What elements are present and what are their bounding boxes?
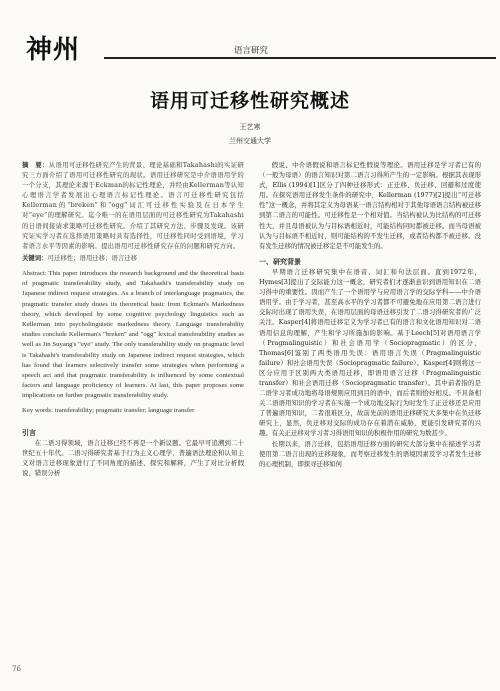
body-paragraph-1: 假说、中介语假说和语言标记性假说等理论。语用迁移是学习者已有的（一般为母语）的语言知识对第二语言习得所产生的一定影响。根据其表现形式，Ellis (1994)[1]区分了四种迁移形式：正迁移、负迁移、回避和过度使用。在探究语用迁移发生条件的研究中，Kellerman (1977)[2]提出“可迁移性”这一概念，并将其定义为母语某一语言结构相对于其他母语语言结构被迁移到第二语言的可能性。可迁移性是一个相对值。当结构被认为比结构的可迁移性大，并且母语被认为与目标语相近时，可能结构同时都被迁移。而当母语被认为与目标语不相近时，则可能结构的不发生迁移，或者结构都不被迁移。没有发生迁移的情况被迁移定是不可能发生的。 [259,161,481,250]
keywords-cn [22,253,244,263]
right-column [259,160,481,469]
article-title: 语用可迁移性研究概述 [149,90,350,112]
header-rule [104,57,496,59]
abstract-en: Abstract: This paper introduces the research background and the theoretical basis of pragmatic transferability study, and Takahashi's transferability study on Japanese indirect request strategies. As a branch of interlanguage pragmatics, the pragmatic transfer study draws its theoretical basic from Eckman's Markedness theory, which developed by some cognitive psychology linguistics such as Kellerman into psycholinguistic markedness theory. Language transferability studies conclude Kellerman's "breken" and "ogg" lexical transferability studies as well as Jin Suyang's "eye" study. The only transferability study on pragmatic level is Takahashi's transferability study on Japanese indirect request strategies, which has found that learners selectively transfer some strategies when performing a speech act and that pragmatic transferability is influenced by some contextual factors and language proficiency of learners. At last, this paper proposes some implications on further pragmatic transferability study. [22,269,244,400]
abstract-cn [22,160,244,251]
body-paragraph-3: 长期以来，语言迁移，包括语用迁移方面的研究大部分集中在描述学习者使用第二语言出现的迁移现象，而考察迁移发生的语境因素及学习者发生迁移的心理机制，即探寻迁移如何 [259,439,481,468]
intro-heading: 引言 [22,427,36,437]
intro-paragraph: 在二语习得领域，语言迁移已经不再是一个新议题。它最早可追溯到二十世纪五十年代。二语习得研究者基于行为主义心理学，普遍语法理论和认知主义对语言迁移现象进行了不同角度的描述、探究和解释，产生了对比分析假说、错误分析 [22,438,244,478]
left-column [22,160,244,478]
journal-header [0,0,500,66]
abstract-cn-label: 摘 要： [22,161,49,169]
section-label: 语言研究 [234,46,269,56]
journal-logo: 神州 [26,35,81,65]
body-paragraph-2: 早期语言迁移研究集中在语音、词汇和句法层面。直到1972年，Hymes[3]提出了交际能力这一概念，研究者们才逐渐意识到语用知识在二语习得中的重要性。因而产生了一个语用学与应用语言学的交际学科——中介语语用学。由于学习者，甚至高水平的学习者都不可避免地在应用第二语言进行交际时出现了语用失误，在语用层面的母语迁移引发了二语习得研究者的广泛关注。Kasper[4]将语用迁移定义为学习者已有的语言和文化语用知识对二语语用信息的理解，产生和学习所施加的影响。基于Leech[5]对语用语言学（Pragmalinguistic）和社会语用学（Sociopragmatic）的区分，Thomas[6]鉴别了两类语用失误：语用语言失误（Pragmalinguistic failure）和社会语用失误（Sociopragmatic failure）。Kasper[4]则将这一区分应用于区别两大类语用迁移，即语用语言迁移（Pragmalinguistic transfer）和社会语用迁移（Sociopragmatic transfer）。其中前者指的是二语学习者成功地将母语规则应用到目的语中，而后者则恰好相反。不具备相关二语语用知识的学习者在实施一个成功地交际行为时发生了正迁移还是应用了普遍语用知识，二者很难区分，故前先前的语用迁移研究大多集中在负迁移研究上，显然，负迁移对交际的成功存在着潜在威胁，更能引发研究者的兴趣。有关正迁移对学习者习得语用知识的积极作用的研究为数甚少。 [259,267,481,438]
abstract-cn-text: 从语用可迁移性研究产生的背景、理论基础和Takahashi的实证研究三方面介绍了语用可迁移性研究的现状。语用迁移研究是中介语语用学的一个分支，其理论来源于Eckman的标记性理论，并经由Kellerman等认知心理语言学者发展出心理语言标记性理论。语言可迁移性研究包括Kellerman的“breken”和“ogg”词汇可迁移性实验及在日本学生对“eye”的理解研究。迄今唯一的在语用层面的可迁移性研究为Takahashi的日语间接请求策略可迁移性研究。介绍了其研究方法、步骤及发现。该研究证实学习者在选择语用策略时具有选择性，可迁移性同时受到语境，学习者语言水平等因素的影响。提出语用可迁移性研究存在的问题和研究方向。 [22,161,244,250]
keywords-en: Key words: transferability; pragmatic transfer; language transfer [22,406,195,414]
article-author: 王艺寒 [239,123,261,131]
keywords-cn-text: 可迁移性；语用迁移；语言迁移 [47,253,138,262]
section-heading-background: 一、研究背景 [259,256,301,266]
page-number: 76 [12,665,21,673]
keywords-cn-label: 关键词： [22,253,48,262]
article-affiliation: 兰州交通大学 [229,137,271,145]
